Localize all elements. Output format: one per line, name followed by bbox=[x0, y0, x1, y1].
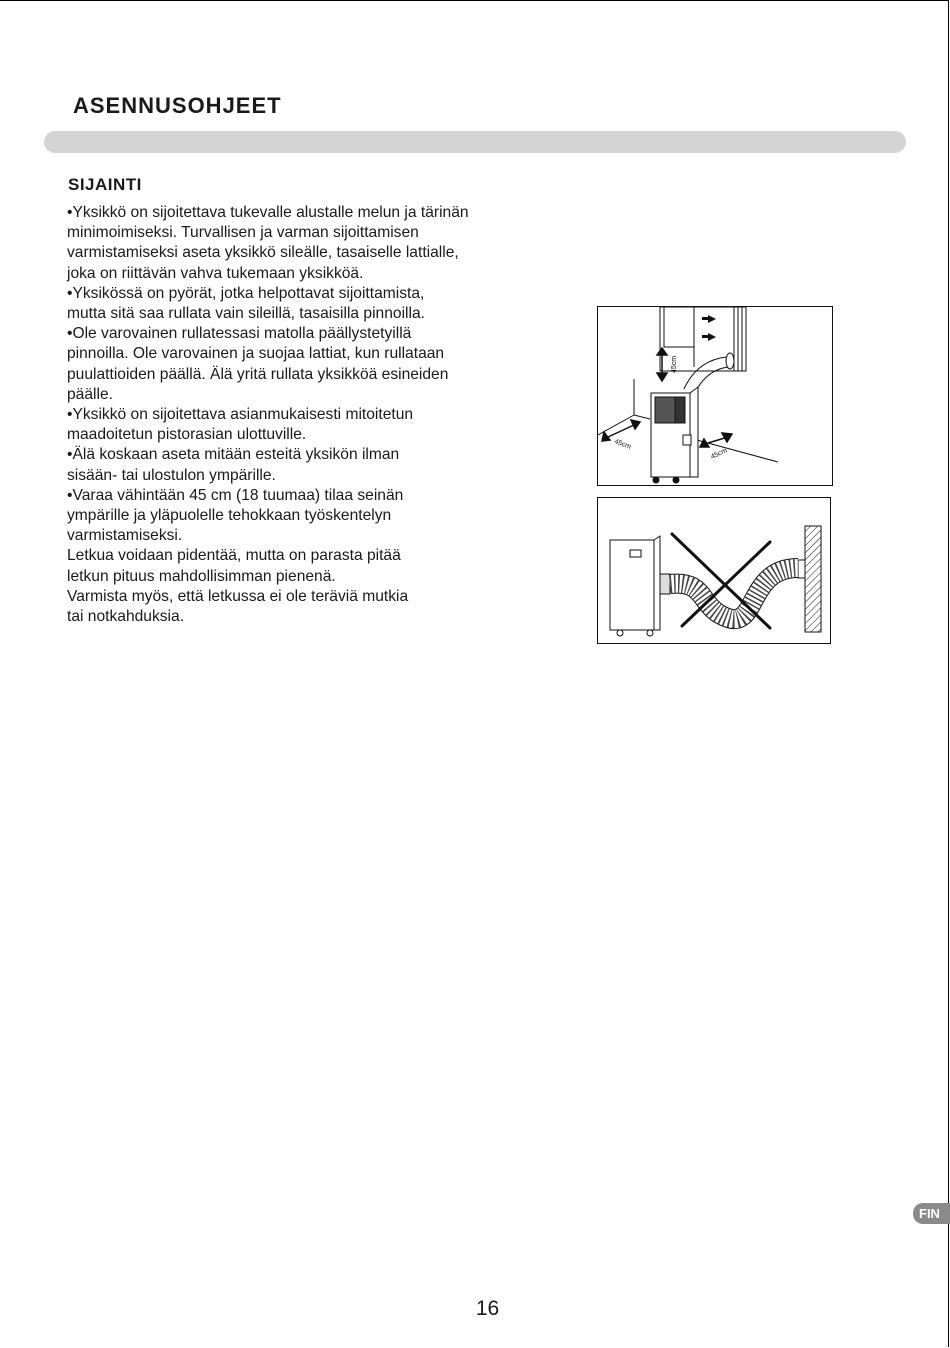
right-clearance-label: 45cm bbox=[709, 447, 729, 461]
paragraph-wheels: •Yksikössä on pyörät, jotka helpottavat sijoittamista, mutta sitä saa rullata vain sileillä, tasaisilla pinnoilla. bbox=[67, 284, 425, 323]
air-conditioner-unit bbox=[651, 387, 698, 483]
exhaust-hose bbox=[684, 353, 734, 395]
left-clearance-arrow-icon bbox=[602, 420, 640, 441]
paragraph-hose-bends: Varmista myös, että letkussa ei ole teräviä mutkia tai notkahduksia. bbox=[67, 587, 409, 626]
title-divider-bar bbox=[44, 131, 906, 153]
language-badge: FIN bbox=[913, 1203, 950, 1224]
clearance-diagram bbox=[597, 306, 833, 486]
paragraph-outlet: •Yksikkö on sijoitettava asianmukaisesti mitoitetun maadoitetun pistorasian ulottuville. bbox=[67, 406, 414, 444]
page-number: 16 bbox=[475, 1297, 500, 1320]
paragraph-clearance: •Varaa vähintään 45 cm (18 tuumaa) tilaa seinän ympärille ja yläpuolelle tehokkaan työskentelyn varmistamiseksi. bbox=[67, 486, 404, 545]
top-clearance-label: 45cm bbox=[671, 355, 678, 373]
top-clearance-arrow-icon bbox=[657, 348, 667, 381]
section-title: SIJAINTI bbox=[68, 175, 142, 194]
page-title: ASENNUSOHJEET bbox=[73, 93, 282, 118]
hose-bend-warning-diagram bbox=[597, 497, 831, 644]
wall-illustration bbox=[798, 526, 821, 632]
paragraph-stable-surface: •Yksikkö on sijoitettava tukevalle alustalle melun ja tärinän minimoimiseksi. Turvallisen ja varman sijoittamisen varmistamiseksi aseta yksikkö sileälle, tasaiselle lattialle, joka on riittävän vahva tukemaan yksikköä. bbox=[67, 204, 469, 282]
clearance-diagram-svg bbox=[598, 307, 831, 484]
paragraph-no-obstacles: •Älä koskaan aseta mitään esteitä yksikön ilman sisään- tai ulostulon ympärille. bbox=[67, 446, 400, 484]
air-conditioner-unit bbox=[610, 536, 670, 636]
instruction-list bbox=[67, 203, 597, 627]
paragraph-hose-length: Letkua voidaan pidentää, mutta on parasta pitää letkun pituus mahdollisimman pienenä. bbox=[67, 547, 401, 585]
hose-bend-warning-svg bbox=[598, 498, 829, 642]
left-clearance-label: 45cm bbox=[613, 438, 632, 451]
paragraph-carpet-caution: •Ole varovainen rullatessasi matolla päällystetyillä pinnoilla. Ole varovainen ja suojaa lattiat, kun rullataan puulattioiden päällä. Älä yritä rullata yksikköä esineiden päälle. bbox=[67, 325, 449, 403]
airflow-arrow-icon bbox=[702, 315, 716, 341]
